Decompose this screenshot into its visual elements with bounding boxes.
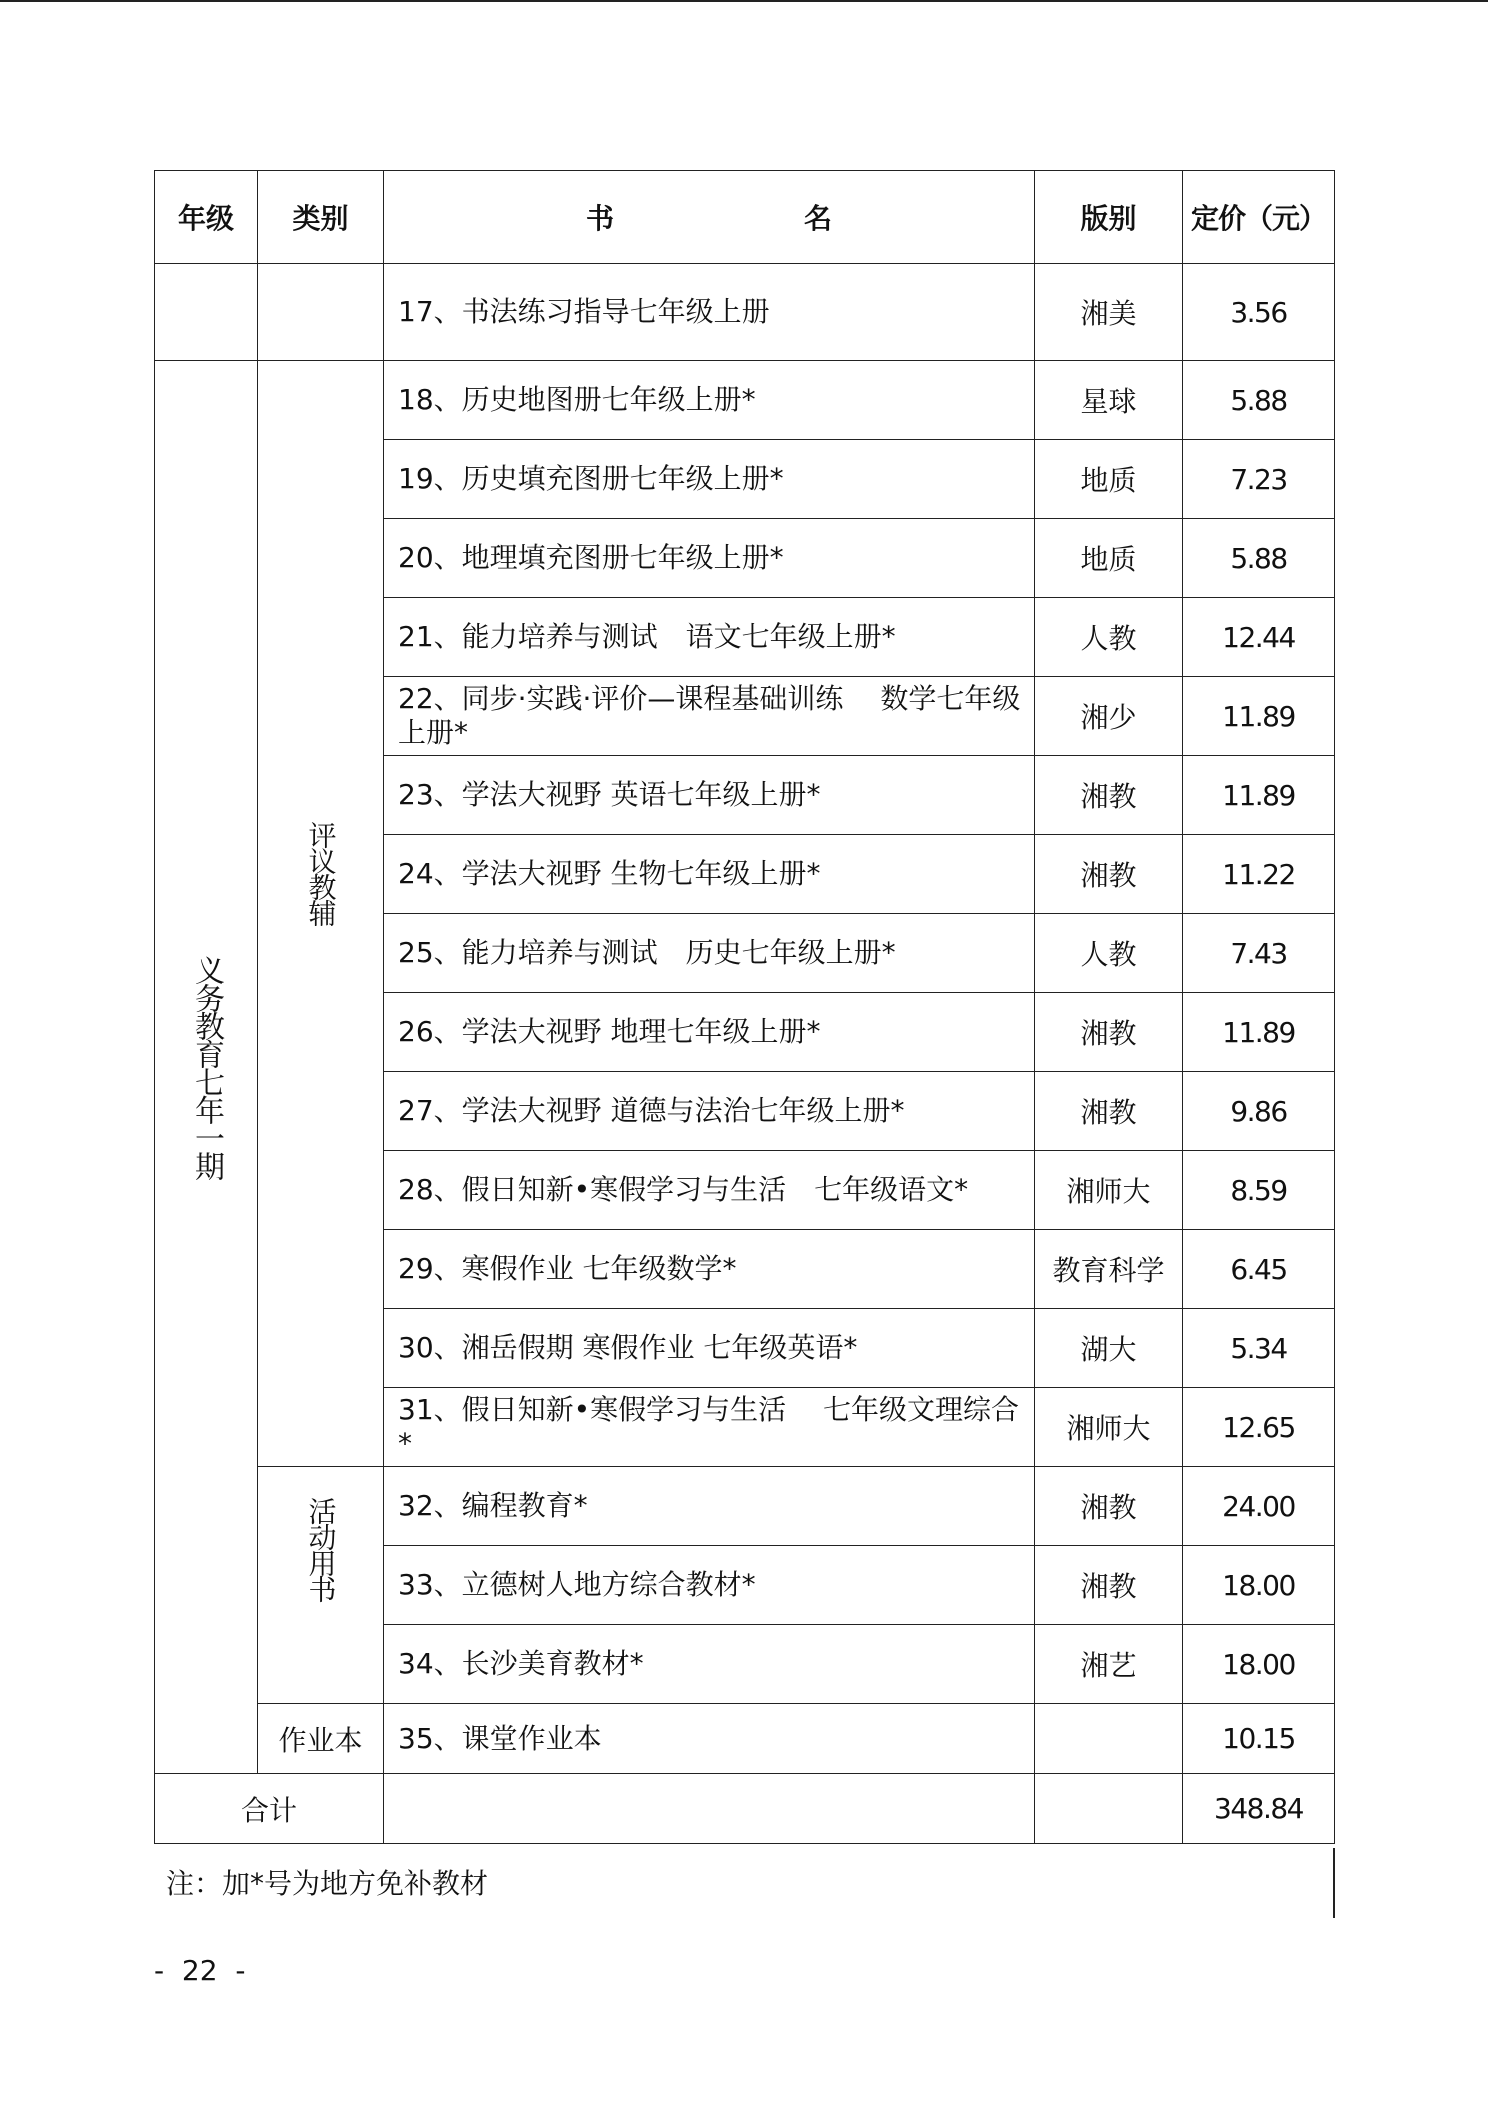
book-edition: 星球 xyxy=(1035,361,1183,440)
category-cell-review xyxy=(258,361,384,1467)
book-price: 11.22 xyxy=(1183,835,1335,914)
book-name: 22、同步·实践·评价—课程基础训练 数学七年级上册* xyxy=(384,677,1035,756)
book-price: 12.65 xyxy=(1183,1388,1335,1467)
book-price: 24.00 xyxy=(1183,1467,1335,1546)
table-row xyxy=(155,1467,1335,1546)
book-name: 24、学法大视野 生物七年级上册* xyxy=(384,835,1035,914)
header-price: 定价（元） xyxy=(1183,171,1335,264)
book-price: 7.23 xyxy=(1183,440,1335,519)
header-grade: 年级 xyxy=(155,171,258,264)
header-category: 类别 xyxy=(258,171,384,264)
book-price: 10.15 xyxy=(1183,1704,1335,1774)
book-price: 11.89 xyxy=(1183,677,1335,756)
book-price: 18.00 xyxy=(1183,1546,1335,1625)
book-name: 26、学法大视野 地理七年级上册* xyxy=(384,993,1035,1072)
book-name: 33、立德树人地方综合教材* xyxy=(384,1546,1035,1625)
book-edition: 湘艺 xyxy=(1035,1625,1183,1704)
book-name: 30、湘岳假期 寒假作业 七年级英语* xyxy=(384,1309,1035,1388)
book-name: 28、假日知新•寒假学习与生活 七年级语文* xyxy=(384,1151,1035,1230)
book-edition xyxy=(1035,1704,1183,1774)
book-name: 27、学法大视野 道德与法治七年级上册* xyxy=(384,1072,1035,1151)
book-name: 25、能力培养与测试 历史七年级上册* xyxy=(384,914,1035,993)
book-edition: 湘教 xyxy=(1035,756,1183,835)
book-edition: 湘少 xyxy=(1035,677,1183,756)
book-edition: 湘教 xyxy=(1035,1467,1183,1546)
grade-cell xyxy=(155,361,258,1774)
category-cell-empty xyxy=(258,264,384,361)
book-price: 7.43 xyxy=(1183,914,1335,993)
book-price: 9.86 xyxy=(1183,1072,1335,1151)
book-edition: 湘师大 xyxy=(1035,1388,1183,1467)
book-price: 5.34 xyxy=(1183,1309,1335,1388)
book-edition: 湘师大 xyxy=(1035,1151,1183,1230)
book-edition: 地质 xyxy=(1035,519,1183,598)
book-price: 11.89 xyxy=(1183,756,1335,835)
header-book-name-left: 书 xyxy=(585,202,614,235)
book-name: 23、学法大视野 英语七年级上册* xyxy=(384,756,1035,835)
book-name: 21、能力培养与测试 语文七年级上册* xyxy=(384,598,1035,677)
book-price: 6.45 xyxy=(1183,1230,1335,1309)
grade-cell-empty xyxy=(155,264,258,361)
table-row xyxy=(155,264,1335,361)
book-name: 18、历史地图册七年级上册* xyxy=(384,361,1035,440)
category-cell-homework: 作业本 xyxy=(258,1704,384,1774)
grade-label: 义务教育七年一期 xyxy=(189,955,224,1179)
category-cell-activity xyxy=(258,1467,384,1704)
header-edition: 版别 xyxy=(1035,171,1183,264)
table-row xyxy=(155,1704,1335,1774)
book-price: 3.56 xyxy=(1183,264,1335,361)
note-right-border xyxy=(1333,1848,1335,1918)
category-activity-label: 活动用书 xyxy=(304,1497,338,1601)
book-price: 12.44 xyxy=(1183,598,1335,677)
header-book-name xyxy=(384,171,1035,264)
book-name: 20、地理填充图册七年级上册* xyxy=(384,519,1035,598)
book-name: 32、编程教育* xyxy=(384,1467,1035,1546)
book-edition: 湘教 xyxy=(1035,835,1183,914)
table-row xyxy=(155,361,1335,440)
table-header-row xyxy=(155,171,1335,264)
book-edition: 人教 xyxy=(1035,914,1183,993)
book-name: 17、书法练习指导七年级上册 xyxy=(384,264,1035,361)
book-edition: 地质 xyxy=(1035,440,1183,519)
book-price: 18.00 xyxy=(1183,1625,1335,1704)
book-price: 11.89 xyxy=(1183,993,1335,1072)
page-number: - 22 - xyxy=(154,1954,246,1987)
total-price: 348.84 xyxy=(1183,1774,1335,1844)
book-name: 34、长沙美育教材* xyxy=(384,1625,1035,1704)
book-edition: 湘教 xyxy=(1035,993,1183,1072)
textbook-price-table xyxy=(154,170,1335,1844)
total-name-empty xyxy=(384,1774,1035,1844)
book-edition: 教育科学 xyxy=(1035,1230,1183,1309)
total-edition-empty xyxy=(1035,1774,1183,1844)
total-row xyxy=(155,1774,1335,1844)
header-book-name-right: 名 xyxy=(804,202,833,235)
book-edition: 湘教 xyxy=(1035,1546,1183,1625)
book-name: 35、课堂作业本 xyxy=(384,1704,1035,1774)
book-edition: 人教 xyxy=(1035,598,1183,677)
book-edition: 湘教 xyxy=(1035,1072,1183,1151)
book-edition: 湖大 xyxy=(1035,1309,1183,1388)
top-border-line xyxy=(0,0,1488,2)
book-price: 5.88 xyxy=(1183,361,1335,440)
book-name: 29、寒假作业 七年级数学* xyxy=(384,1230,1035,1309)
book-name: 31、假日知新•寒假学习与生活 七年级文理综合* xyxy=(384,1388,1035,1467)
book-name: 19、历史填充图册七年级上册* xyxy=(384,440,1035,519)
book-edition: 湘美 xyxy=(1035,264,1183,361)
category-review-label: 评议教辅 xyxy=(304,821,338,925)
footnote: 注：加*号为地方免补教材 xyxy=(166,1867,489,1900)
total-label: 合计 xyxy=(155,1774,384,1844)
book-price: 8.59 xyxy=(1183,1151,1335,1230)
book-price: 5.88 xyxy=(1183,519,1335,598)
